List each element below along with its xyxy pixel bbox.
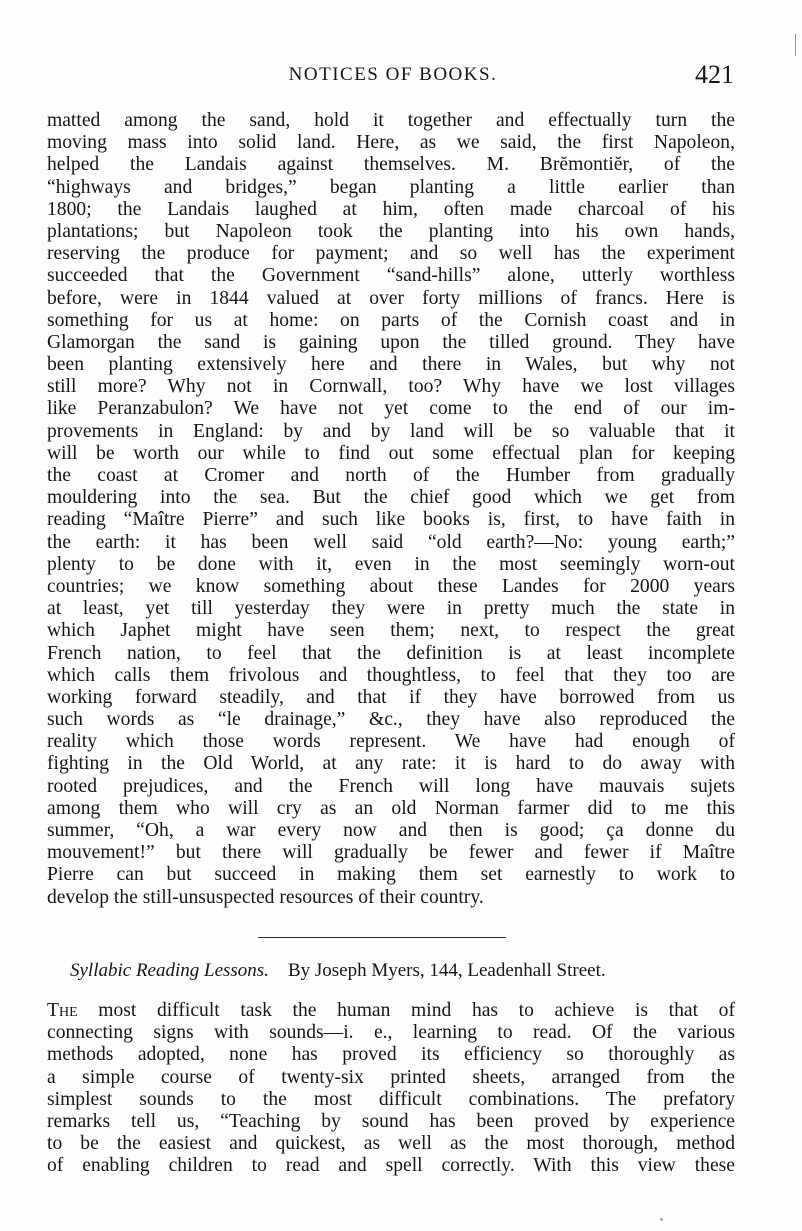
text-line: mouldering into the sea. But the chief good which we get from bbox=[47, 487, 735, 509]
review-text-block bbox=[47, 1000, 735, 1178]
text-line: reserving the produce for payment; and so well has the experiment bbox=[47, 243, 735, 265]
text-line: countries; we know something about these Landes for 2000 years bbox=[47, 575, 735, 597]
text-line: helped the Landais against themselves. M. Brĕmontiĕr, of the bbox=[47, 154, 735, 176]
section-divider bbox=[258, 937, 506, 938]
text-line: French nation, to feel that the definition is at least incomplete bbox=[47, 642, 735, 664]
review-first-word: The bbox=[47, 1000, 78, 1021]
text-line: plenty to be done with it, even in the most seemingly worn-out bbox=[47, 553, 735, 575]
text-line: develop the still-unsuspected resources of their country. bbox=[47, 886, 484, 908]
review-byline: By Joseph Myers, 144, Leadenhall Street. bbox=[287, 960, 606, 981]
page-number: 421 bbox=[695, 60, 734, 89]
text-line: 1800; the Landais laughed at him, often made charcoal of his bbox=[47, 198, 735, 220]
text-line: rooted prejudices, and the French will long have mauvais sujets bbox=[47, 775, 735, 797]
text-line: plantations; but Napoleon took the planting into his own hands, bbox=[47, 220, 735, 242]
text-line: will be worth our while to find out some effectual plan for keeping bbox=[47, 442, 735, 464]
review-text-line: connecting signs with sounds—i. e., learning to read. Of the various bbox=[47, 1022, 735, 1044]
text-line: reading “Maître Pierre” and such like books is, first, to have faith in bbox=[47, 509, 735, 531]
text-line: before, were in 1844 valued at over forty millions of francs. Here is bbox=[47, 287, 735, 309]
review-text-line: simplest sounds to the most difficult combinations. The prefatory bbox=[47, 1088, 735, 1110]
running-head bbox=[48, 60, 738, 90]
text-line: the coast at Cromer and north of the Humber from gradually bbox=[47, 465, 735, 486]
text-line: moving mass into solid land. Here, as we said, the first Napoleon, bbox=[47, 132, 735, 154]
running-title: NOTICES OF BOOKS. bbox=[288, 64, 498, 85]
text-line: the earth: it has been well said “old earth?—No: young earth;” bbox=[47, 531, 735, 553]
review-heading bbox=[70, 960, 606, 982]
text-line: “highways and bridges,” began planting a little earlier than bbox=[47, 176, 735, 198]
review-text-line: a simple course of twenty-six printed sheets, arranged from the bbox=[47, 1066, 735, 1088]
text-line: among them who will cry as an old Norman farmer did to me this bbox=[47, 797, 735, 819]
review-text-line: to be the easiest and quickest, as well as the most thorough, method bbox=[47, 1133, 735, 1155]
text-line: like Peranzabulon? We have not yet come to the end of our im- bbox=[47, 398, 735, 420]
page-edge-mark bbox=[795, 34, 796, 56]
text-line: still more? Why not in Cornwall, too? Why have we lost villages bbox=[47, 376, 735, 398]
text-line: which calls them frivolous and thoughtless, to feel that they too are bbox=[47, 664, 735, 686]
text-line: working forward steadily, and that if they have borrowed from us bbox=[47, 686, 735, 708]
review-text-line: methods adopted, none has proved its efficiency so thoroughly as bbox=[47, 1044, 735, 1066]
text-line: reality which those words represent. We have had enough of bbox=[47, 731, 735, 753]
text-line: at least, yet till yesterday they were in pretty much the state in bbox=[47, 598, 735, 620]
text-line: been planting extensively here and there in Wales, but why not bbox=[47, 354, 735, 376]
review-book-title: Syllabic Reading Lessons. bbox=[70, 960, 269, 981]
review-first-line-rest: most difficult task the human mind has to achieve is that of bbox=[77, 1000, 735, 1021]
text-line: matted among the sand, hold it together and effectually turn the bbox=[47, 110, 735, 131]
text-line: Glamorgan the sand is gaining upon the tilled ground. They have bbox=[47, 331, 735, 353]
text-line: which Japhet might have seen them; next, to respect the great bbox=[47, 620, 735, 642]
text-line: something for us at home: on parts of the Cornish coast and in bbox=[47, 309, 735, 331]
text-line: Pierre can but succeed in making them set earnestly to work to bbox=[47, 864, 735, 886]
text-line: succeeded that the Government “sand-hills” alone, utterly worthless bbox=[47, 265, 735, 287]
main-text-block bbox=[47, 110, 735, 909]
review-text-line: of enabling children to read and spell correctly. With this view these bbox=[47, 1155, 735, 1177]
text-line: mouvement!” but there will gradually be fewer and fewer if Maître bbox=[47, 842, 735, 864]
page-speck bbox=[660, 1218, 663, 1221]
review-text-line: remarks tell us, “Teaching by sound has been proved by experience bbox=[47, 1110, 735, 1132]
text-line: such words as “le drainage,” &c., they have also reproduced the bbox=[47, 709, 735, 731]
text-line: fighting in the Old World, at any rate: it is hard to do away with bbox=[47, 753, 735, 775]
review-first-line bbox=[47, 1000, 735, 1022]
text-line: provements in England: by and by land will be so valuable that it bbox=[47, 420, 735, 442]
text-line: summer, “Oh, a war every now and then is good; ça donne du bbox=[47, 820, 735, 841]
